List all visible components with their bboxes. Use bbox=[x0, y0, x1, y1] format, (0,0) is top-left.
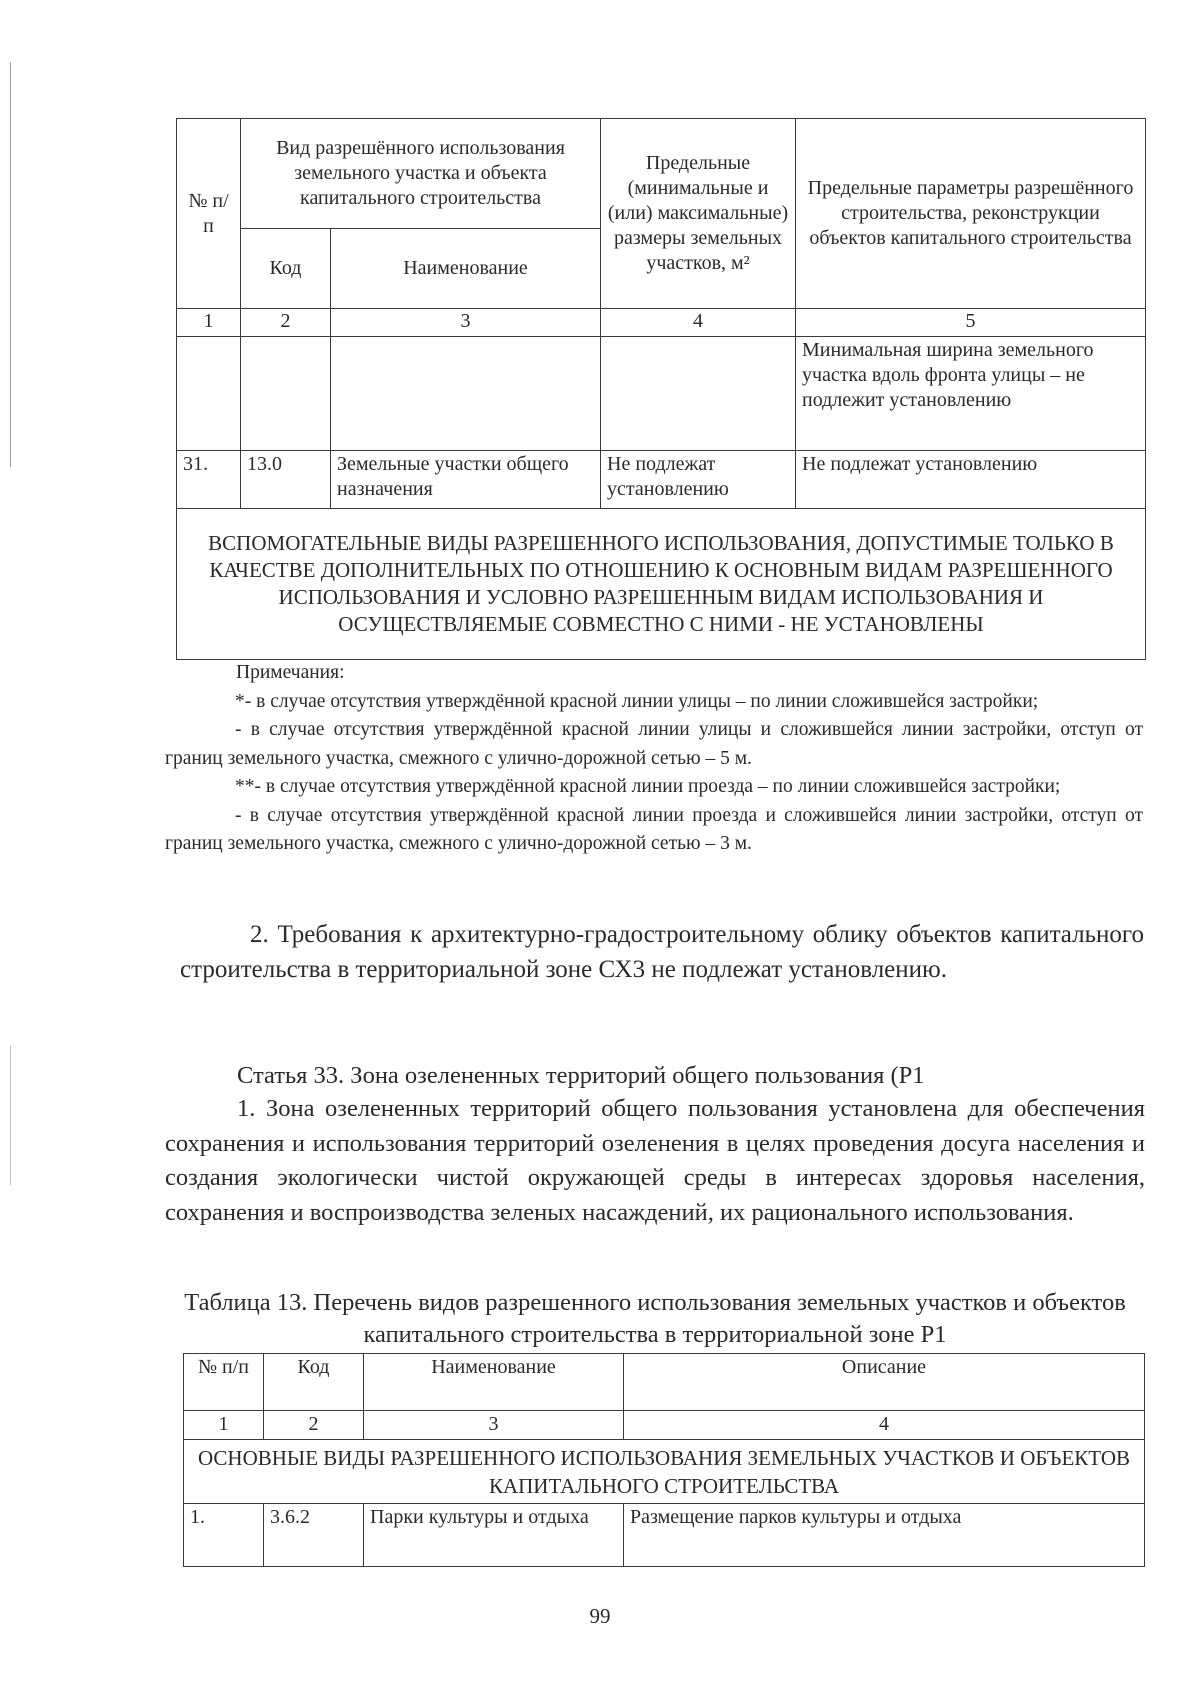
section-heading: ОСНОВНЫЕ ВИДЫ РАЗРЕШЕННОГО ИСПОЛЬЗОВАНИЯ ЗЕМЕЛЬНЫХ УЧАСТКОВ И ОБЪЕКТОВ КАПИТАЛЬНОГО СТРОИТЕЛЬСТВА bbox=[184, 1440, 1145, 1504]
col-number: 3 bbox=[364, 1411, 624, 1440]
col-number: 4 bbox=[624, 1411, 1145, 1440]
article-title: Статья 33. Зона озелененных территорий общего пользования (Р1 bbox=[237, 1062, 925, 1089]
row-name: Парки культуры и отдыха bbox=[364, 1504, 624, 1567]
header-name: Наименование bbox=[364, 1354, 624, 1411]
row-params: Не подлежат установлению bbox=[796, 451, 1146, 509]
aux-section-heading: ВСПОМОГАТЕЛЬНЫЕ ВИДЫ РАЗРЕШЕННОГО ИСПОЛЬЗОВАНИЯ, ДОПУСТИМЫЕ ТОЛЬКО В КАЧЕСТВЕ ДОПОЛНИТЕЛЬНЫХ ПО ОТНОШЕНИЮ К ОСНОВНЫМ ВИДАМ РАЗРЕШЕННОГО ИСПОЛЬЗОВАНИЯ И УСЛОВНО РАЗРЕШЕННЫМ ВИДАМ ИСПОЛЬЗОВАНИЯ И ОСУЩЕСТВЛЯЕМЫЕ СОВМЕСТНО С НИМИ - НЕ УСТАНОВЛЕНЫ bbox=[177, 509, 1146, 660]
col-number: 2 bbox=[264, 1411, 364, 1440]
header-name: Наименование bbox=[331, 229, 601, 309]
table-13 bbox=[183, 1353, 1145, 1567]
col-number: 5 bbox=[796, 309, 1146, 337]
col-number: 1 bbox=[184, 1411, 264, 1440]
row-num: 1. bbox=[184, 1504, 264, 1567]
row-desc: Размещение парков культуры и отдыха bbox=[624, 1504, 1145, 1567]
requirements-paragraph: 2. Требования к архитектурно-градостроительному облику объектов капитального строительства в территориальной зоне СХ3 не подлежат установлению. bbox=[180, 921, 1144, 983]
row-num: 31. bbox=[177, 451, 241, 509]
notes bbox=[165, 659, 1143, 859]
col-number: 3 bbox=[331, 309, 601, 337]
article-paragraph: 1. Зона озелененных территорий общего пользования установлена для обеспечения сохранения и использования территорий озеленения в целях проведения досуга населения и создания экологически чистой окружающей среды в интересах здоровья населения, сохранения и воспроизводства зеленых насаждений, их рационального использования. bbox=[165, 1095, 1145, 1226]
land-use-table-continuation bbox=[176, 118, 1146, 660]
table-row bbox=[184, 1504, 1145, 1567]
scan-mark bbox=[10, 62, 11, 467]
header-num: № п/п bbox=[184, 1354, 264, 1411]
scan-mark bbox=[10, 1045, 11, 1185]
header-desc: Описание bbox=[624, 1354, 1145, 1411]
row-kod: 3.6.2 bbox=[264, 1504, 364, 1567]
col-number: 1 bbox=[177, 309, 241, 337]
header-vid: Вид разрешённого использования земельного участка и объекта капитального строительства bbox=[241, 119, 601, 229]
header-kod: Код bbox=[264, 1354, 364, 1411]
note-item: *- в случае отсутствия утверждённой красной линии улицы – по линии сложившейся застройки; bbox=[235, 690, 1039, 712]
note-item: **- в случае отсутствия утверждённой красной линии проезда – по линии сложившейся застройки; bbox=[235, 776, 1061, 797]
page-number: 99 bbox=[589, 1604, 611, 1628]
header-params: Предельные параметры разрешённого строительства, реконструкции объектов капитального строительства bbox=[796, 119, 1146, 309]
col-number: 4 bbox=[601, 309, 796, 337]
header-sizes: Предельные (минимальные и (или) максимальные) размеры земельных участков, м² bbox=[601, 119, 796, 309]
row-name: Земельные участки общего назначения bbox=[331, 451, 601, 509]
header-kod: Код bbox=[241, 229, 331, 309]
carryover-cell bbox=[241, 337, 331, 451]
carryover-cell bbox=[177, 337, 241, 451]
row-sizes: Не подлежат установлению bbox=[601, 451, 796, 509]
table-caption: Таблица 13. Перечень видов разрешенного использования земельных участков и объектов капитального строительства в территориальной зоне Р1 bbox=[184, 1289, 1126, 1348]
note-item: - в случае отсутствия утверждённой красной линии улицы и сложившейся линии застройки, отступ от границ земельного участка, смежного с улично-дорожной сетью – 5 м. bbox=[165, 719, 1143, 769]
carryover-cell bbox=[601, 337, 796, 451]
notes-title: Примечания: bbox=[236, 662, 345, 683]
col-number: 2 bbox=[241, 309, 331, 337]
header-num: № п/п bbox=[177, 119, 241, 309]
row-kod: 13.0 bbox=[241, 451, 331, 509]
note-item: - в случае отсутствия утверждённой красной линии проезда и сложившейся линии застройки, отступ от границ земельного участка, смежного с улично-дорожной сетью – 3 м. bbox=[165, 804, 1143, 854]
carryover-cell bbox=[331, 337, 601, 451]
carryover-text: Минимальная ширина земельного участка вдоль фронта улицы – не подлежит установлению bbox=[796, 337, 1146, 451]
